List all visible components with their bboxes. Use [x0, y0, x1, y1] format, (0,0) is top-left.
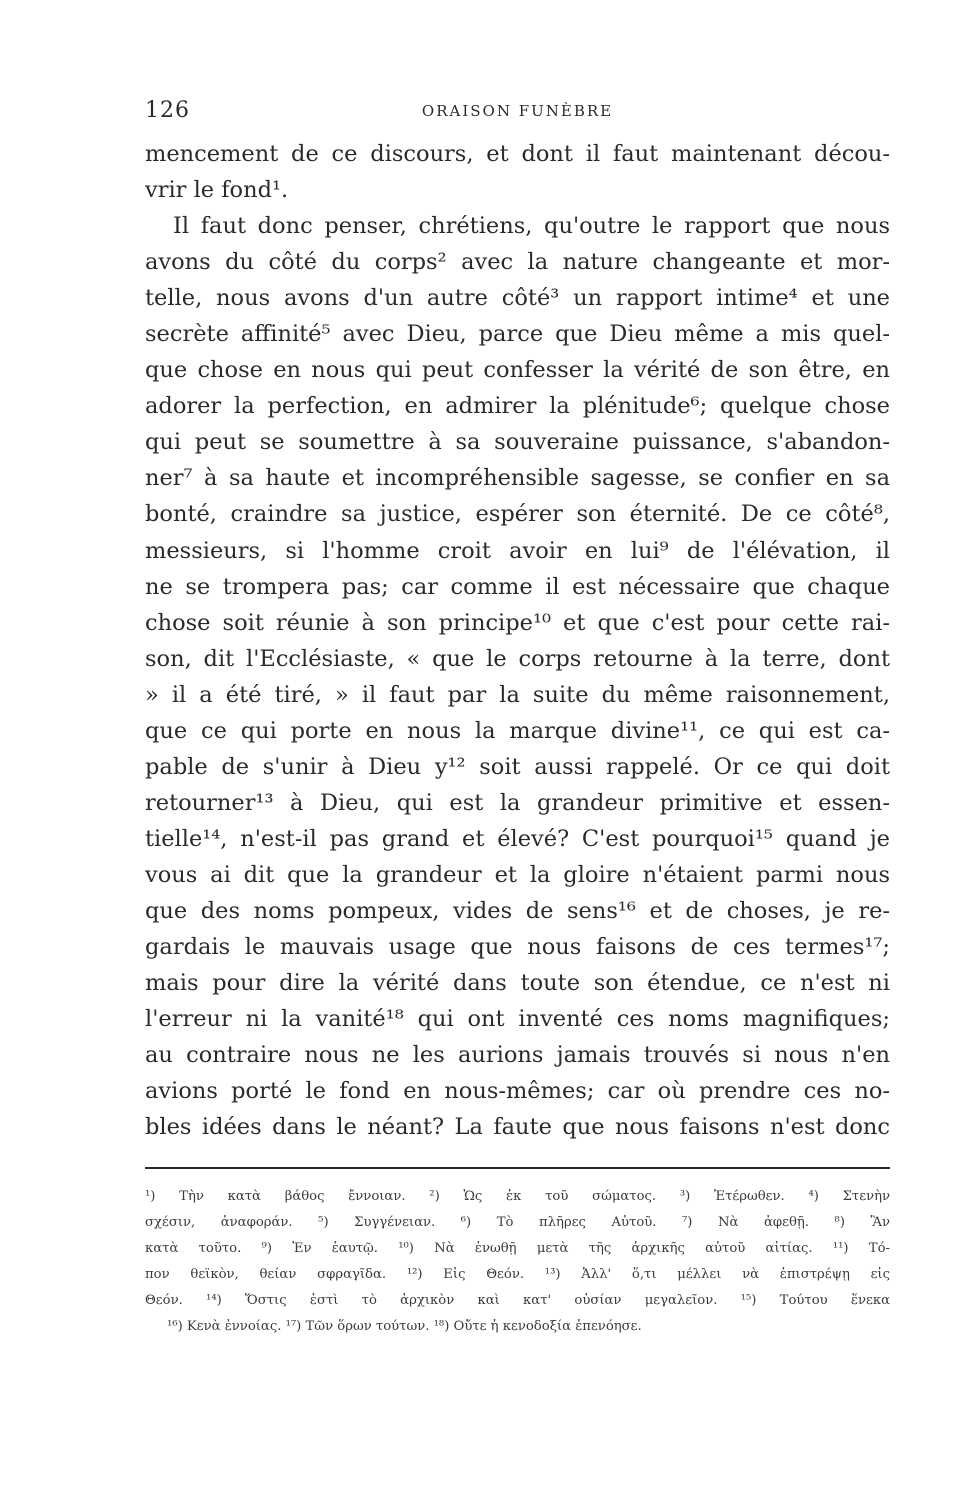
body-line: au contraire nous ne les aurions jamais trouvés si nous n'en — [145, 1042, 890, 1069]
body-line: gardais le mauvais usage que nous faisons de ces termes¹⁷; — [145, 934, 890, 961]
body-line: que ce qui porte en nous la marque divine¹¹, ce qui est ca- — [145, 717, 890, 744]
body-line: avions porté le fond en nous-mêmes; car où prendre ces no- — [145, 1078, 890, 1105]
body-line: » il a été tiré, » il faut par la suite du même raisonnement, — [145, 681, 890, 708]
footnote-line: πον θεϊκὸν, θείαν σφραγῖδα. ¹²) Εἰς Θεόν. ¹³) Ἀλλ' ὅ,τι μέλλει νὰ ἐπιστρέψῃ εἰς — [145, 1267, 890, 1282]
body-line: ne se trompera pas; car comme il est nécessaire que chaque — [145, 573, 890, 600]
body-line: messieurs, si l'homme croit avoir en lui⁹ de l'élévation, il — [145, 537, 890, 564]
body-line: avons du côté du corps² avec la nature changeante et mor- — [145, 249, 890, 276]
body-line: que chose en nous qui peut confesser la vérité de son être, en — [145, 357, 890, 384]
page-number: 126 — [145, 98, 190, 123]
body-line: mencement de ce discours, et dont il faut maintenant décou- — [145, 141, 890, 167]
footnote-line: ¹⁶) Κενὰ ἐννοίας. ¹⁷) Τῶν ὅρων τούτων. ¹⁸) Οὔτε ἡ κενοδοξία ἐπενόησε. — [167, 1319, 642, 1334]
footnote-divider — [145, 1167, 890, 1169]
body-line: l'erreur ni la vanité¹⁸ qui ont inventé ces noms magnifiques; — [145, 1006, 890, 1033]
body-line: telle, nous avons d'un autre côté³ un rapport intime⁴ et une — [145, 285, 890, 312]
page-header — [145, 98, 890, 128]
body-line: qui peut se soumettre à sa souveraine puissance, s'abandon- — [145, 429, 890, 456]
footnotes — [145, 1184, 890, 1340]
body-line: que des noms pompeux, vides de sens¹⁶ et de choses, je re- — [145, 897, 890, 924]
body-line: secrète affinité⁵ avec Dieu, parce que Dieu même a mis quel- — [145, 321, 890, 348]
body-line: pable de s'unir à Dieu y¹² soit aussi rappelé. Or ce qui doit — [145, 753, 890, 780]
body-line: chose soit réunie à son principe¹⁰ et que c'est pour cette rai- — [145, 609, 890, 636]
body-line: adorer la perfection, en admirer la plénitude⁶; quelque chose — [145, 393, 890, 420]
body-line: vous ai dit que la grandeur et la gloire n'étaient parmi nous — [145, 861, 890, 888]
footnote-line: κατὰ τοῦτο. ⁹) Ἐν ἑαυτῷ. ¹⁰) Νὰ ἑνωθῇ μετὰ τῆς ἀρχικῆς αὐτοῦ αἰτίας. ¹¹) Τό- — [145, 1241, 890, 1256]
footnote-line: ¹) Τὴν κατὰ βάθος ἔννοιαν. ²) Ὡς ἐκ τοῦ σώματος. ³) Ἑτέρωθεν. ⁴) Στενὴν — [145, 1189, 890, 1204]
body-line: vrir le fond¹. — [145, 177, 289, 204]
body-text — [145, 136, 890, 1145]
footnote-line: Θεόν. ¹⁴) Ὅστις ἐστὶ τὸ ἀρχικὸν καὶ κατ' οὐσίαν μεγαλεῖον. ¹⁵) Τούτου ἕνεκα — [145, 1293, 890, 1308]
body-line: retourner¹³ à Dieu, qui est la grandeur primitive et essen- — [145, 789, 890, 816]
running-title: ORAISON FUNÈBRE — [421, 102, 614, 120]
body-line: mais pour dire la vérité dans toute son étendue, ce n'est ni — [145, 970, 890, 997]
body-line: bonté, craindre sa justice, espérer son éternité. De ce côté⁸, — [145, 501, 890, 528]
body-line: Il faut donc penser, chrétiens, qu'outre le rapport que nous — [173, 213, 890, 240]
body-line: son, dit l'Ecclésiaste, « que le corps retourne à la terre, dont — [145, 645, 890, 672]
body-line: tielle¹⁴, n'est-il pas grand et élevé? C'est pourquoi¹⁵ quand je — [145, 825, 890, 852]
body-line: ner⁷ à sa haute et incompréhensible sagesse, se confier en sa — [145, 465, 890, 492]
footnote-line: σχέσιν, ἀναφοράν. ⁵) Συγγένειαν. ⁶) Τὸ πλῆρες Αὐτοῦ. ⁷) Νὰ ἀφεθῇ. ⁸) Ἂν — [145, 1215, 890, 1230]
body-line: bles idées dans le néant? La faute que nous faisons n'est donc — [145, 1114, 890, 1141]
